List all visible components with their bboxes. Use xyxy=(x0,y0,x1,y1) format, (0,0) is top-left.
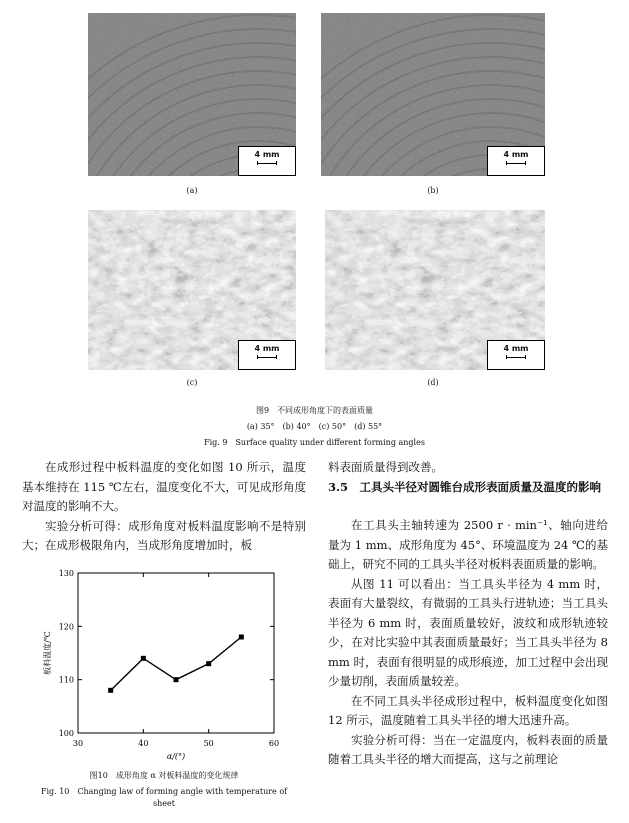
x-tick-label: 30 xyxy=(72,739,84,748)
figure-9-panel-a xyxy=(88,13,296,176)
data-point xyxy=(206,661,211,666)
scale-bar-line xyxy=(506,357,526,358)
panel-label-b: (b) xyxy=(427,186,439,195)
left-column-text xyxy=(22,458,306,556)
y-tick-label: 100 xyxy=(58,729,74,738)
y-tick-label: 120 xyxy=(58,622,74,632)
figure-9-panel-d xyxy=(325,210,545,370)
figure-10-caption-cn: 图10 成形角度 α 对板料温度的变化规律 xyxy=(89,771,239,780)
plot-frame xyxy=(78,573,274,733)
scale-bar-c xyxy=(238,340,296,370)
scale-bar-label: 4 mm xyxy=(503,150,529,159)
panel-label-a: (a) xyxy=(186,186,198,195)
figure-9-caption-sub: (a) 35° (b) 40° (c) 50° (d) 55° xyxy=(246,422,383,431)
figure-9-panel-c xyxy=(88,210,296,370)
section-heading-3-5: 3.5 工具头半径对圆锥台成形表面质量及温度的影响 xyxy=(328,480,602,494)
data-point xyxy=(174,677,179,682)
x-axis-label: α/(°) xyxy=(166,752,186,761)
left-paragraph-2: 实验分析可得：成形角度对板料温度影响不是特别大；在成形极限角内，当成形角度增加时，板 xyxy=(22,518,306,552)
temperature-chart xyxy=(30,565,310,765)
right-paragraph-1: 在工具头主轴转速为 2500 r · min⁻¹、轴向进给量为 1 mm、成形角度为 45°、环境温度为 24 ℃的基础上，研究不同的工具头半径对板料表面质量的影响。 xyxy=(328,518,608,571)
left-paragraph-1: 在成形过程中板料温度的变化如图 10 所示，温度基本维持在 115 ℃左右，温度变化不大，可见成形角度对温度的影响不大。 xyxy=(22,460,306,513)
right-paragraph-3: 在不同工具头半径成形过程中，板料温度变化如图 12 所示，温度随着工具头半径的增大迅速升高。 xyxy=(328,693,608,727)
scale-bar-label: 4 mm xyxy=(254,150,280,159)
x-tick-label: 40 xyxy=(138,739,149,748)
x-tick-label: 50 xyxy=(203,739,214,748)
y-tick-label: 110 xyxy=(58,675,74,685)
figure-9-panel-b xyxy=(321,13,545,176)
figure-9-caption-en: Fig. 9 Surface quality under different forming angles xyxy=(204,438,425,447)
scale-bar-line xyxy=(257,163,277,164)
scale-bar-a xyxy=(238,146,296,176)
data-point xyxy=(108,688,113,693)
scale-bar-line xyxy=(506,163,526,164)
right-paragraph-4: 实验分析可得：当在一定温度内，板料表面的质量随着工具头半径的增大而提高，这与之前理论 xyxy=(328,732,608,766)
scale-bar-label: 4 mm xyxy=(254,344,280,353)
panel-label-d: (d) xyxy=(427,378,439,387)
data-point xyxy=(239,635,244,640)
figure-9-caption-cn: 图9 不同成形角度下的表面质量 xyxy=(255,406,374,415)
figure-10-chart xyxy=(30,565,310,765)
series-line xyxy=(111,637,242,690)
scale-bar-line xyxy=(257,357,277,358)
right-paragraph-2: 从图 11 可以看出：当工具头半径为 4 mm 时，表面有大量裂纹，有微弱的工具头行进轨迹；当工具头半径为 6 mm 时，表面质量较好，波纹和成形轨迹较少，在对比实验中其表面质量最好；当工具头半径为 8 mm 时，表面有很明显的成形痕迹，加工过程中会出现少量切削，表面质量较差。 xyxy=(328,576,608,688)
panel-label-c: (c) xyxy=(186,378,198,387)
x-tick-label: 60 xyxy=(268,739,280,748)
right-column-text xyxy=(328,516,608,770)
data-point xyxy=(141,656,146,661)
scale-bar-d xyxy=(487,340,545,370)
scale-bar-label: 4 mm xyxy=(503,344,529,353)
figure-10-caption-en: Fig. 10 Changing law of forming angle with temperature of sheet xyxy=(40,787,288,808)
y-axis-label: 板料温度/℃ xyxy=(43,631,52,675)
scale-bar-b xyxy=(487,146,545,176)
right-paragraph-0: 料表面质量得到改善。 xyxy=(328,460,443,474)
y-tick-label: 130 xyxy=(58,569,74,578)
